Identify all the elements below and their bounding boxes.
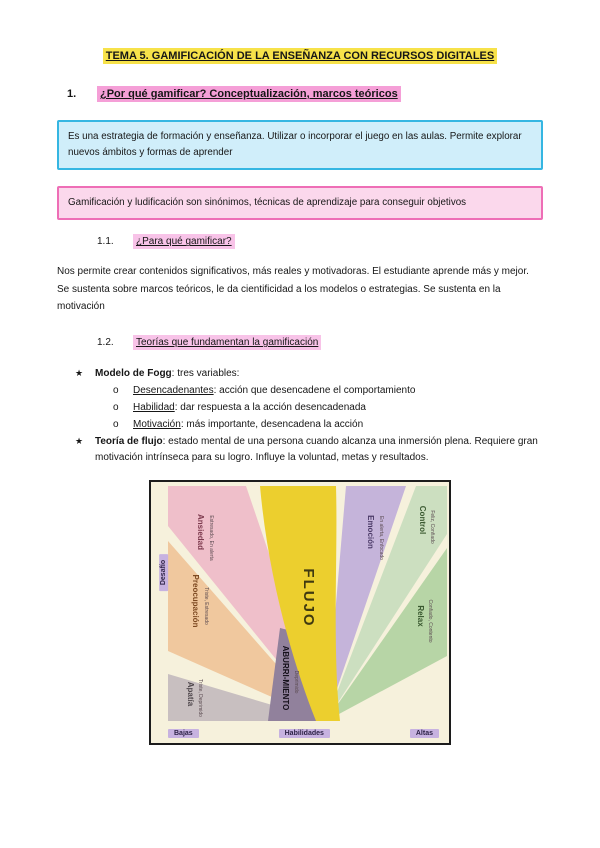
paragraph-1-1: Nos permite crear contenidos significativos, más reales y motivadoras. El estudiante aprende más y mejor. Se sustenta sobre marcos teóricos, le da cientificidad a los modelos o estrategias. Se sustenta en la motivación xyxy=(57,266,529,312)
bullet-list xyxy=(57,366,543,466)
heading-1 xyxy=(67,88,543,100)
y-axis-label: Desafío xyxy=(159,554,168,591)
heading-1-2-text: Teorías que fundamentan la gamificación xyxy=(133,335,321,350)
pink-callout-text: Gamificación y ludificación son sinónimos, técnicas de aprendizaje para conseguir objetivos xyxy=(68,197,467,209)
region-sublabel-apatia: Triste, Deprimido xyxy=(197,679,203,717)
bullet-rest: : tres variables: xyxy=(171,368,240,380)
list-item xyxy=(57,383,543,399)
sub-bullet-lead: Motivación xyxy=(133,419,181,431)
region-sublabel-relax: Confiado, Contento xyxy=(427,599,433,643)
heading-1-2 xyxy=(97,337,543,348)
bullet-rest: : estado mental de una persona cuando alcanza una inmersión plena. Requiere gran motivación intrínseca para su logro. Influye la voluntad, metas y resultados. xyxy=(95,436,538,464)
list-item xyxy=(57,417,543,433)
bullet-lead: Modelo de Fogg xyxy=(95,368,172,380)
heading-1-number: 1. xyxy=(67,88,77,100)
flow-diagram xyxy=(168,486,447,721)
sub-bullet-lead: Desencadenantes xyxy=(133,385,214,397)
sub-bullet-rest: : más importante, desencadena la acción xyxy=(180,419,364,431)
bullet-lead: Teoría de flujo xyxy=(95,436,163,448)
list-item xyxy=(57,366,543,382)
region-label-control: Control xyxy=(418,505,427,535)
flow-diagram-figure xyxy=(149,480,451,745)
sub-bullet-lead: Habilidad xyxy=(133,402,175,414)
circle-bullet-icon: o xyxy=(113,402,119,414)
pink-callout-box xyxy=(57,186,543,220)
blue-callout-text: Es una estrategia de formación y enseñanza. Utilizar o incorporar el juego en las aulas. Permite explorar nuevos ámbitos y formas de aprender xyxy=(68,131,522,159)
region-label-ansiedad: Ansiedad xyxy=(196,514,205,551)
x-axis-row xyxy=(168,726,445,740)
region-label-aburrimiento: ABURRI-MIENTO xyxy=(281,645,290,711)
region-sublabel-aburrimiento: Deprimido xyxy=(293,670,299,694)
region-label-preocupacion: Preocupación xyxy=(191,574,200,628)
star-bullet-icon: ★ xyxy=(75,436,84,447)
region-sublabel-preocupacion: Triste, Estresado xyxy=(203,587,209,625)
doc-title xyxy=(57,50,543,62)
circle-bullet-icon: o xyxy=(113,419,119,431)
heading-1-1-text: ¿Para qué gamificar? xyxy=(133,234,235,249)
doc-title-text: TEMA 5. GAMIFICACIÓN DE LA ENSEÑANZA CON RECURSOS DIGITALES xyxy=(103,48,497,64)
region-sublabel-emocion: En alerta, Enfocado xyxy=(378,516,384,560)
heading-1-text: ¿Por qué gamificar? Conceptualización, marcos teóricos xyxy=(97,86,401,102)
region-label-apatia: Apatía xyxy=(186,681,195,707)
region-sublabel-control: Feliz, Confiado xyxy=(429,510,435,544)
x-axis-high-label: Altas xyxy=(410,729,439,738)
heading-1-1-number: 1.1. xyxy=(97,236,114,248)
star-bullet-icon: ★ xyxy=(75,368,84,379)
flow-label: FLUJO xyxy=(300,568,317,628)
list-item xyxy=(57,400,543,416)
x-axis-low-label: Bajas xyxy=(168,729,199,738)
circle-bullet-icon: o xyxy=(113,385,119,397)
blue-callout-box xyxy=(57,120,543,170)
sub-bullet-rest: : acción que desencadene el comportamiento xyxy=(213,385,416,397)
region-label-emocion: Emoción xyxy=(366,515,375,549)
heading-1-1 xyxy=(97,236,543,247)
heading-1-2-number: 1.2. xyxy=(97,337,114,349)
list-item xyxy=(57,434,543,466)
region-sublabel-ansiedad: Estresado, En alerta xyxy=(208,515,214,561)
sub-bullet-rest: : dar respuesta a la acción desencadenada xyxy=(174,402,366,414)
x-axis-label: Habilidades xyxy=(279,729,330,738)
region-label-relax: Relax xyxy=(416,605,425,627)
